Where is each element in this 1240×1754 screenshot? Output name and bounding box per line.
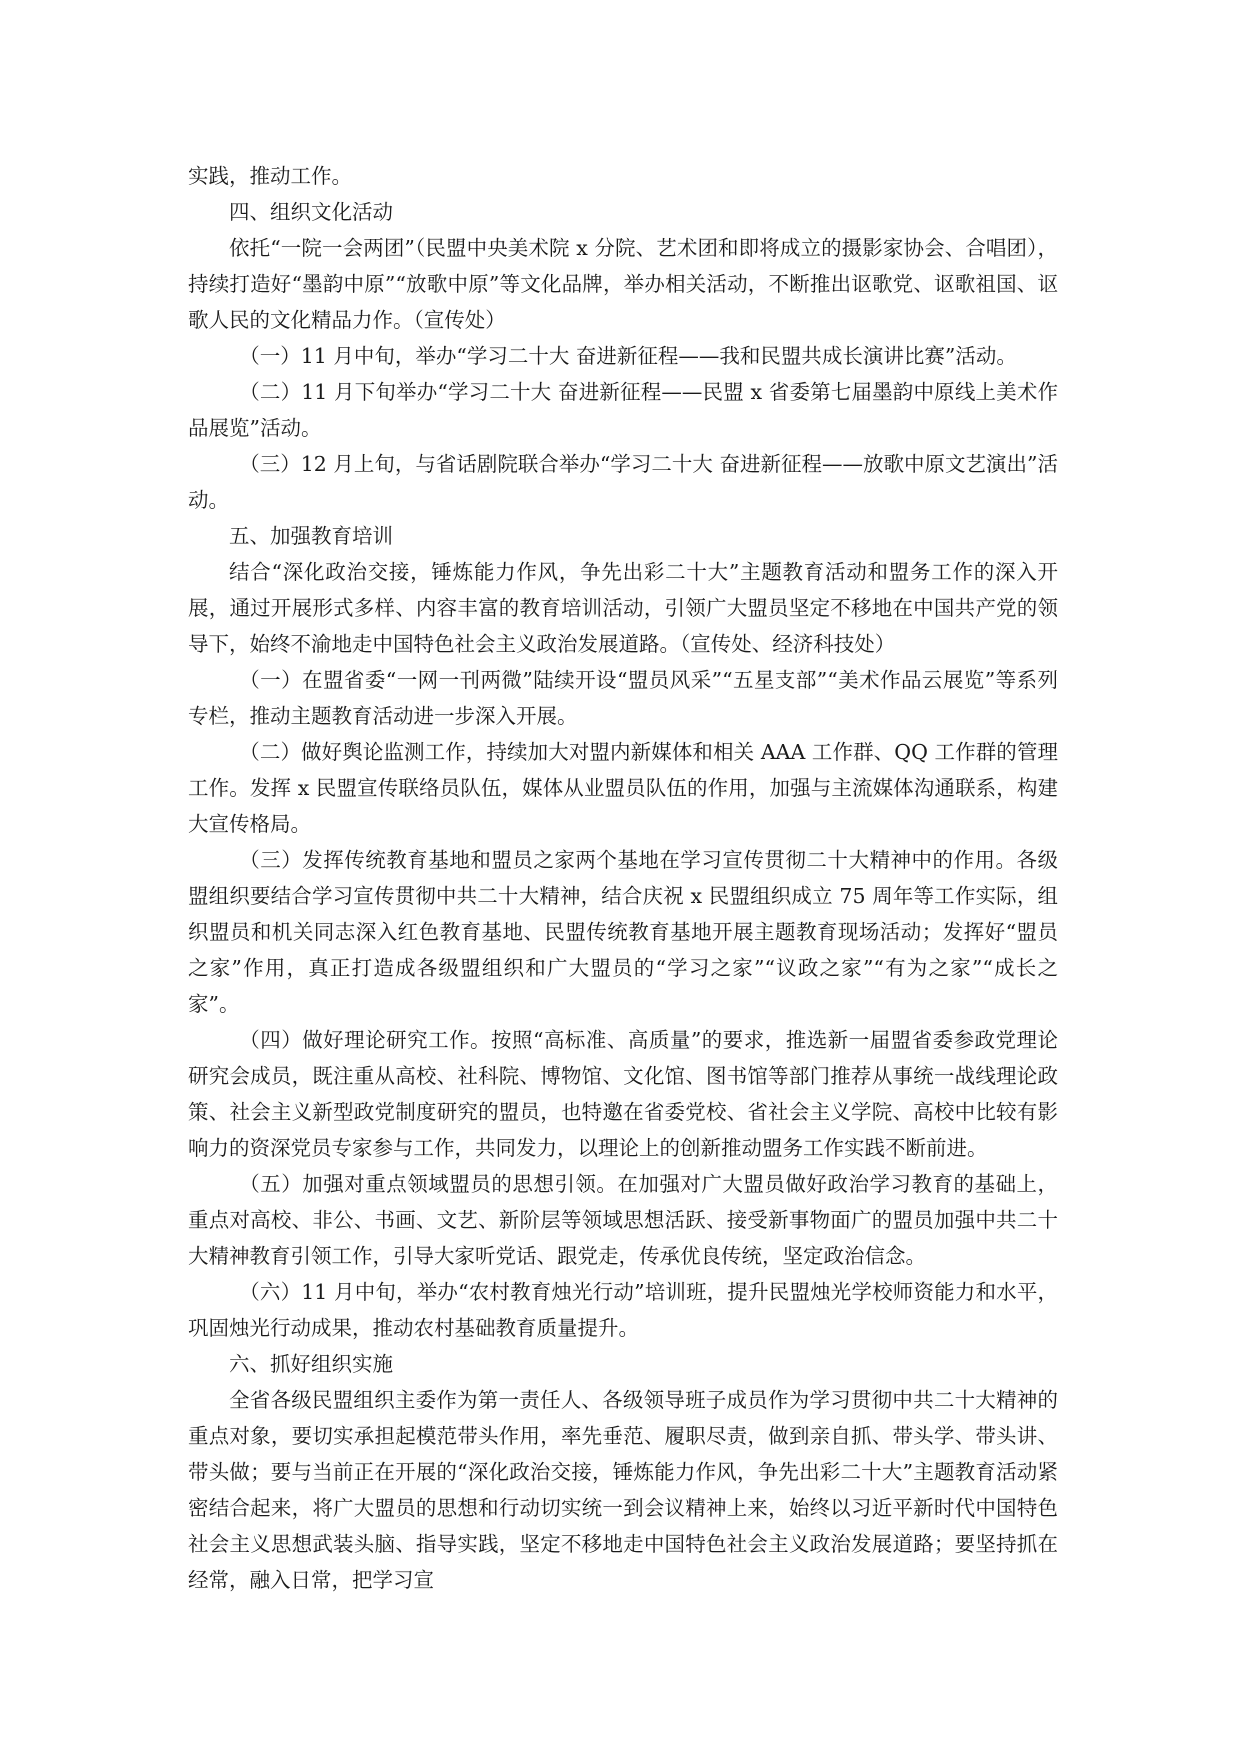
section-5-intro: 结合“深化政治交接，锤炼能力作风，争先出彩二十大”主题教育活动和盟务工作的深入开展，通过开展形式多样、内容丰富的教育培训活动，引领广大盟员坚定不移地在中国共产党的领导下，始终不渝地走中国特色社会主义政治发展道路。（宣传处、经济科技处）: [188, 560, 1058, 656]
section-heading-6: 六、抓好组织实施: [229, 1352, 393, 1376]
paragraph-continuation: 实践，推动工作。: [188, 164, 352, 188]
section-5-item-1: （一）在盟省委“一网一刊两微”陆续开设“盟员风采”“五星支部”“美术作品云展览”等系列专栏，推动主题教育活动进一步深入开展。: [188, 668, 1058, 728]
section-5-item-3: （三）发挥传统教育基地和盟员之家两个基地在学习宣传贯彻二十大精神中的作用。各级盟组织要结合学习宣传贯彻中共二十大精神，结合庆祝 x 民盟组织成立 75 周年等工作实际，组织盟员和机关同志深入红色教育基地、民盟传统教育基地开展主题教育现场活动；发挥好“盟员之家”作用，真正打造成各级盟组织和广大盟员的“学习之家”“议政之家”“有为之家”“成长之家”。: [188, 848, 1058, 1016]
section-4-item-2: （二）11 月下旬举办“学习二十大 奋进新征程——民盟 x 省委第七届墨韵中原线上美术作品展览”活动。: [188, 380, 1058, 440]
section-4-intro: 依托“一院一会两团”（民盟中央美术院 x 分院、艺术团和即将成立的摄影家协会、合唱团），持续打造好“墨韵中原”“放歌中原”等文化品牌，举办相关活动，不断推出讴歌党、讴歌祖国、讴歌人民的文化精品力作。（宣传处）: [188, 236, 1058, 332]
section-heading-4: 四、组织文化活动: [229, 200, 393, 224]
document-page: [188, 158, 1058, 1598]
section-heading-5: 五、加强教育培训: [229, 524, 393, 548]
section-5-item-4: （四）做好理论研究工作。按照“高标准、高质量”的要求，推选新一届盟省委参政党理论研究会成员，既注重从高校、社科院、博物馆、文化馆、图书馆等部门推荐从事统一战线理论政策、社会主义新型政党制度研究的盟员，也特邀在省委党校、省社会主义学院、高校中比较有影响力的资深党员专家参与工作，共同发力，以理论上的创新推动盟务工作实践不断前进。: [188, 1028, 1058, 1160]
section-4-item-1: （一）11 月中旬，举办“学习二十大 奋进新征程——我和民盟共成长演讲比赛”活动。: [239, 344, 1017, 368]
section-5-item-2: （二）做好舆论监测工作，持续加大对盟内新媒体和相关 AAA 工作群、QQ 工作群的管理工作。发挥 x 民盟宣传联络员队伍，媒体从业盟员队伍的作用，加强与主流媒体沟通联系，构建大宣传格局。: [188, 740, 1058, 836]
section-5-item-6: （六）11 月中旬，举办“农村教育烛光行动”培训班，提升民盟烛光学校师资能力和水平，巩固烛光行动成果，推动农村基础教育质量提升。: [188, 1280, 1058, 1340]
section-4-item-3: （三）12 月上旬，与省话剧院联合举办“学习二十大 奋进新征程——放歌中原文艺演出”活动。: [188, 452, 1058, 512]
section-6-intro: 全省各级民盟组织主委作为第一责任人、各级领导班子成员作为学习贯彻中共二十大精神的重点对象，要切实承担起模范带头作用，率先垂范、履职尽责，做到亲自抓、带头学、带头讲、带头做；要与当前正在开展的“深化政治交接，锤炼能力作风，争先出彩二十大”主题教育活动紧密结合起来，将广大盟员的思想和行动切实统一到会议精神上来，始终以习近平新时代中国特色社会主义思想武装头脑、指导实践，坚定不移地走中国特色社会主义政治发展道路；要坚持抓在经常，融入日常，把学习宣: [188, 1388, 1058, 1592]
section-5-item-5: （五）加强对重点领域盟员的思想引领。在加强对广大盟员做好政治学习教育的基础上，重点对高校、非公、书画、文艺、新阶层等领域思想活跃、接受新事物面广的盟员加强中共二十大精神教育引领工作，引导大家听党话、跟党走，传承优良传统，坚定政治信念。: [188, 1172, 1058, 1268]
